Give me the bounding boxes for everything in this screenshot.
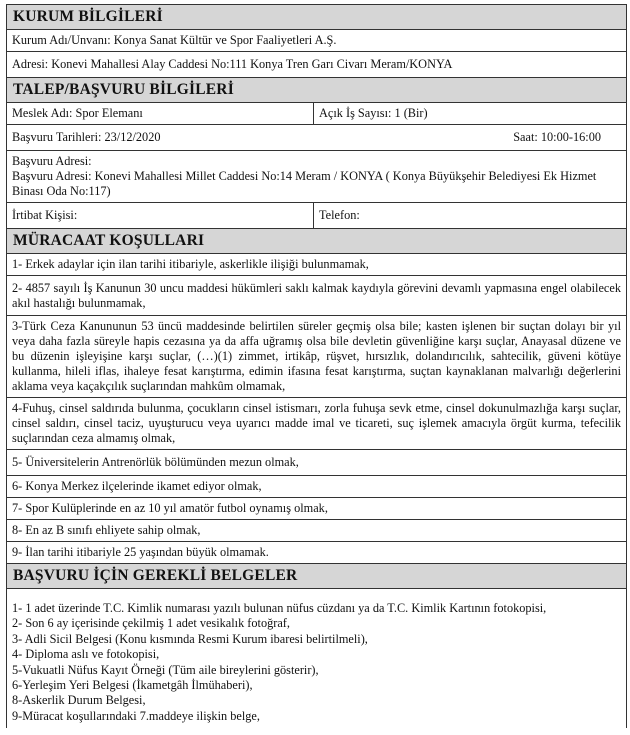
- belge-item: 9-Müracat koşullarındaki 7.maddeye ilişkin belge,: [12, 708, 260, 723]
- section-header-muracaat: MÜRACAAT KOŞULLARI: [7, 229, 626, 254]
- basvuru-tarih-row: [7, 125, 626, 151]
- belge-item: 3- Adli Sicil Belgesi (Konu kısmında Resmi Kurum ibaresi belirtilmeli),: [12, 631, 368, 646]
- muracaat-item: 6- Konya Merkez ilçelerinde ikamet ediyor olmak,: [7, 476, 626, 498]
- belge-item: 8-Askerlik Durum Belgesi,: [12, 693, 146, 708]
- muracaat-item: 3-Türk Ceza Kanununun 53 üncü maddesinde belirtilen süreler geçmiş olsa bile; kasten işlenen bir suçtan dolayı bir yıl veya daha fazla süreyle hapis cezasına ya da affa uğramış olsa bile devletin güvenliğine karşı suçlar, Anayasal düzene ve bu düzenin işleyişine karşı suçlar, (…)(1) zimmet, irtikâp, rüşvet, hırsızlık, dolandırıcılık, sahtecilik, güveni kötüye kullanma, hileli iflas, ihaleye fesat karıştırma, edimin ifasına fesat karıştırma, suçtan kaynaklanan malvarlığı değerlerini aklama veya kaçakçılık suçlarından mahkûm olmamak,: [7, 316, 626, 398]
- meslek-row: [7, 103, 626, 125]
- belge-item: 1- 1 adet üzerinde T.C. Kimlik numarası yazılı bulunan nüfus cüzdanı ya da T.C. Kimlik Kartının fotokopisi,: [12, 601, 547, 615]
- basvuru-adresi: Başvuru Adresi: Konevi Mahallesi Millet Caddesi No:14 Meram / KONYA ( Konya Büyükşehir Belediyesi Ek Hizmet Binası Oda No:117): [12, 169, 597, 198]
- belge-item: 4- Diploma aslı ve fotokopisi,: [12, 647, 160, 662]
- muracaat-item: 9- İlan tarihi itibariyle 25 yaşından büyük olmamak.: [7, 542, 626, 564]
- kurum-adi: Kurum Adı/Unvanı: Konya Sanat Kültür ve Spor Faaliyetleri A.Ş.: [7, 30, 626, 52]
- telefon: Telefon:: [319, 208, 360, 222]
- muracaat-item: 2- 4857 sayılı İş Kanunun 30 uncu maddesi hükümleri saklı kalmak kaydıyla görevini devamlı yapmasına engel olabilecek akıl hastalığı bulunmamak,: [7, 276, 626, 316]
- basvuru-tarihleri: Başvuru Tarihleri: 23/12/2020: [12, 130, 161, 144]
- section-header-talep: TALEP/BAŞVURU BİLGİLERİ: [7, 78, 626, 103]
- section-header-kurum: KURUM BİLGİLERİ: [7, 5, 626, 30]
- muracaat-item: 8- En az B sınıfı ehliyete sahip olmak,: [7, 520, 626, 542]
- irtibat-row: [7, 203, 626, 229]
- section-header-belgeler: BAŞVURU İÇİN GEREKLİ BELGELER: [7, 564, 626, 589]
- basvuru-adresi-label: Başvuru Adresi:: [12, 154, 92, 168]
- muracaat-item: 4-Fuhuş, cinsel saldırıda bulunma, çocukların cinsel istismarı, zorla fuhuşa sevk etme, cinsel dokunulmazlığa karşı suçlar, cinsel saldırı, cinsel taciz, uyuşturucu veya uyarıcı madde imal ve ticareti, suç işlemek amacıyla örgüt kurma, tefecilik suçlarından ceza almamış olmak,: [7, 398, 626, 450]
- meslek-adi: Meslek Adı: Spor Elemanı: [7, 103, 314, 124]
- muracaat-item: 7- Spor Kulüplerinde en az 10 yıl amatör futbol oynamış olmak,: [7, 498, 626, 520]
- belgeler-list: [7, 589, 626, 728]
- irtibat-kisisi: İrtibat Kişisi:: [7, 203, 314, 228]
- document-form: [6, 4, 627, 728]
- belge-item: 2- Son 6 ay içerisinde çekilmiş 1 adet vesikalık fotoğraf,: [12, 616, 290, 631]
- kurum-adresi: Adresi: Konevi Mahallesi Alay Caddesi No:111 Konya Tren Garı Civarı Meram/KONYA: [7, 52, 626, 78]
- muracaat-item: 1- Erkek adaylar için ilan tarihi itibariyle, askerlikle ilişiği bulunmamak,: [7, 254, 626, 276]
- muracaat-item: 5- Üniversitelerin Antrenörlük bölümünden mezun olmak,: [7, 450, 626, 476]
- belge-item: 6-Yerleşim Yeri Belgesi (İkametgâh İlmühaberi),: [12, 678, 253, 693]
- basvuru-adresi-block: [7, 151, 626, 203]
- acik-is-sayisi: Açık İş Sayısı: 1 (Bir): [319, 106, 428, 120]
- basvuru-saati: Saat: 10:00-16:00: [513, 130, 601, 144]
- belge-item: 5-Vukuatli Nüfus Kayıt Örneği (Tüm aile bireylerini gösterir),: [12, 662, 319, 677]
